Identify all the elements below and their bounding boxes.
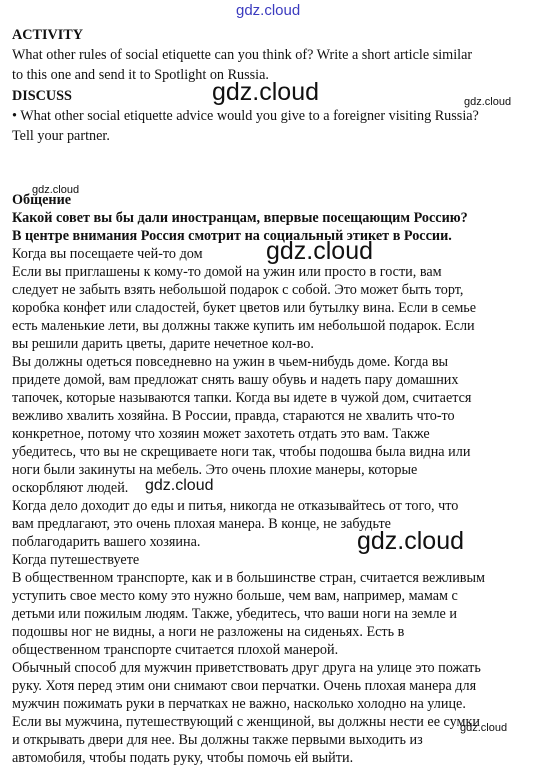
body-line: вежливо хвалить хозяйна. В России, правда, стараются не хвалить что-то bbox=[12, 408, 455, 424]
watermark-top: gdz.cloud bbox=[236, 2, 301, 19]
body-line: Когда путешествуете bbox=[12, 552, 140, 568]
body-line: Если вы мужчина, путешествующий с женщиной, вы должны нести ее сумки bbox=[12, 714, 481, 730]
body-line: Если вы приглашены к кому-то домой на ужин или просто в гости, вам bbox=[12, 264, 442, 280]
discuss-heading: DISCUSS bbox=[12, 88, 72, 104]
body-line: придете домой, вам предложат снять вашу обувь и надеть пару домашних bbox=[12, 372, 459, 388]
body-line: оскорбляют людей. bbox=[12, 480, 129, 496]
body-line: поблагодарить вашего хозяина. bbox=[12, 534, 201, 550]
discuss-line-1: • What other social etiquette advice would you give to a foreigner visiting Russia? bbox=[12, 108, 479, 124]
russian-subtitle: В центре внимания Россия смотрит на социальный этикет в России. bbox=[12, 228, 452, 244]
body-line: ноги были закинуты на мебель. Это очень плохие манеры, которые bbox=[12, 462, 418, 478]
discuss-line-2: Tell your partner. bbox=[12, 128, 110, 144]
body-line: Вы должны одеться повседневно на ужин в чьем-нибудь доме. Когда вы bbox=[12, 354, 449, 370]
activity-line-1: What other rules of social etiquette can you think of? Write a short article similar bbox=[12, 47, 473, 63]
watermark: gdz.cloud bbox=[464, 96, 512, 108]
body-line: есть маленькие лети, вы должны также купить им небольшой подарок. Если bbox=[12, 318, 475, 334]
body-line: мужчин пожимать руки в перчатках не важно, насколько холодно на улице. bbox=[12, 696, 466, 712]
body-line: Когда вы посещаете чей-то дом bbox=[12, 246, 203, 262]
body-line: общественном транспорте считается плохой манерой. bbox=[12, 642, 339, 658]
body-line: автомобиля, чтобы подать руку, чтобы помочь ей выйти. bbox=[12, 750, 354, 766]
watermark: gdz.cloud bbox=[357, 527, 465, 555]
body-line: вы решили дарить цветы, дарите нечетное кол-во. bbox=[12, 336, 314, 352]
watermark: gdz.cloud bbox=[145, 477, 214, 494]
body-line: Когда дело доходит до еды и питья, никогда не отказывайтесь от того, что bbox=[12, 498, 459, 514]
watermark: gdz.cloud bbox=[460, 722, 508, 734]
body-line: подошвы ног не видны, а ноги не разложены на сиденьях. Есть в bbox=[12, 624, 405, 640]
russian-title: Общение bbox=[12, 192, 72, 208]
body-line: уступить свое место кому это нужно больше, чем вам, например, мамам с bbox=[12, 588, 458, 604]
body-line: тапочек, которые называются тапки. Когда вы идете в чужой дом, считается bbox=[12, 390, 472, 406]
activity-line-2: to this one and send it to Spotlight on Russia. bbox=[12, 67, 269, 83]
watermark: gdz.cloud bbox=[266, 237, 374, 265]
body-line: конкретное, потому что хозяин может захотеть отдать это вам. Также bbox=[12, 426, 430, 442]
russian-question: Какой совет вы бы дали иностранцам, впервые посещающим Россию? bbox=[12, 210, 468, 226]
body-line: следует не забыть взять небольшой подарок с собой. Это может быть торт, bbox=[12, 282, 464, 298]
watermark: gdz.cloud bbox=[32, 184, 80, 196]
body-line: детьми или пожилым людям. Также, убедитесь, что ваши ноги на земле и bbox=[12, 606, 457, 622]
body-line: убедитесь, что вы не скрещиваете ноги так, чтобы подошва была видна или bbox=[12, 444, 471, 460]
body-line: коробка конфет или сладостей, букет цветов или бутылку вина. Если в семье bbox=[12, 300, 477, 316]
watermark: gdz.cloud bbox=[212, 78, 320, 106]
body-line: вам предлагают, это очень плохая манера. В конце, не забудьте bbox=[12, 516, 391, 532]
activity-heading: ACTIVITY bbox=[12, 27, 83, 43]
body-line: и открывать двери для нее. Вы должны также первыми выходить из bbox=[12, 732, 423, 748]
body-line: Обычный способ для мужчин приветствовать друг друга на улице это пожать bbox=[12, 660, 481, 676]
body-line: руку. Хотя перед этим они снимают свои перчатки. Очень плохая манера для bbox=[12, 678, 477, 694]
body-line: В общественном транспорте, как и в большинстве стран, считается вежливым bbox=[12, 570, 486, 586]
